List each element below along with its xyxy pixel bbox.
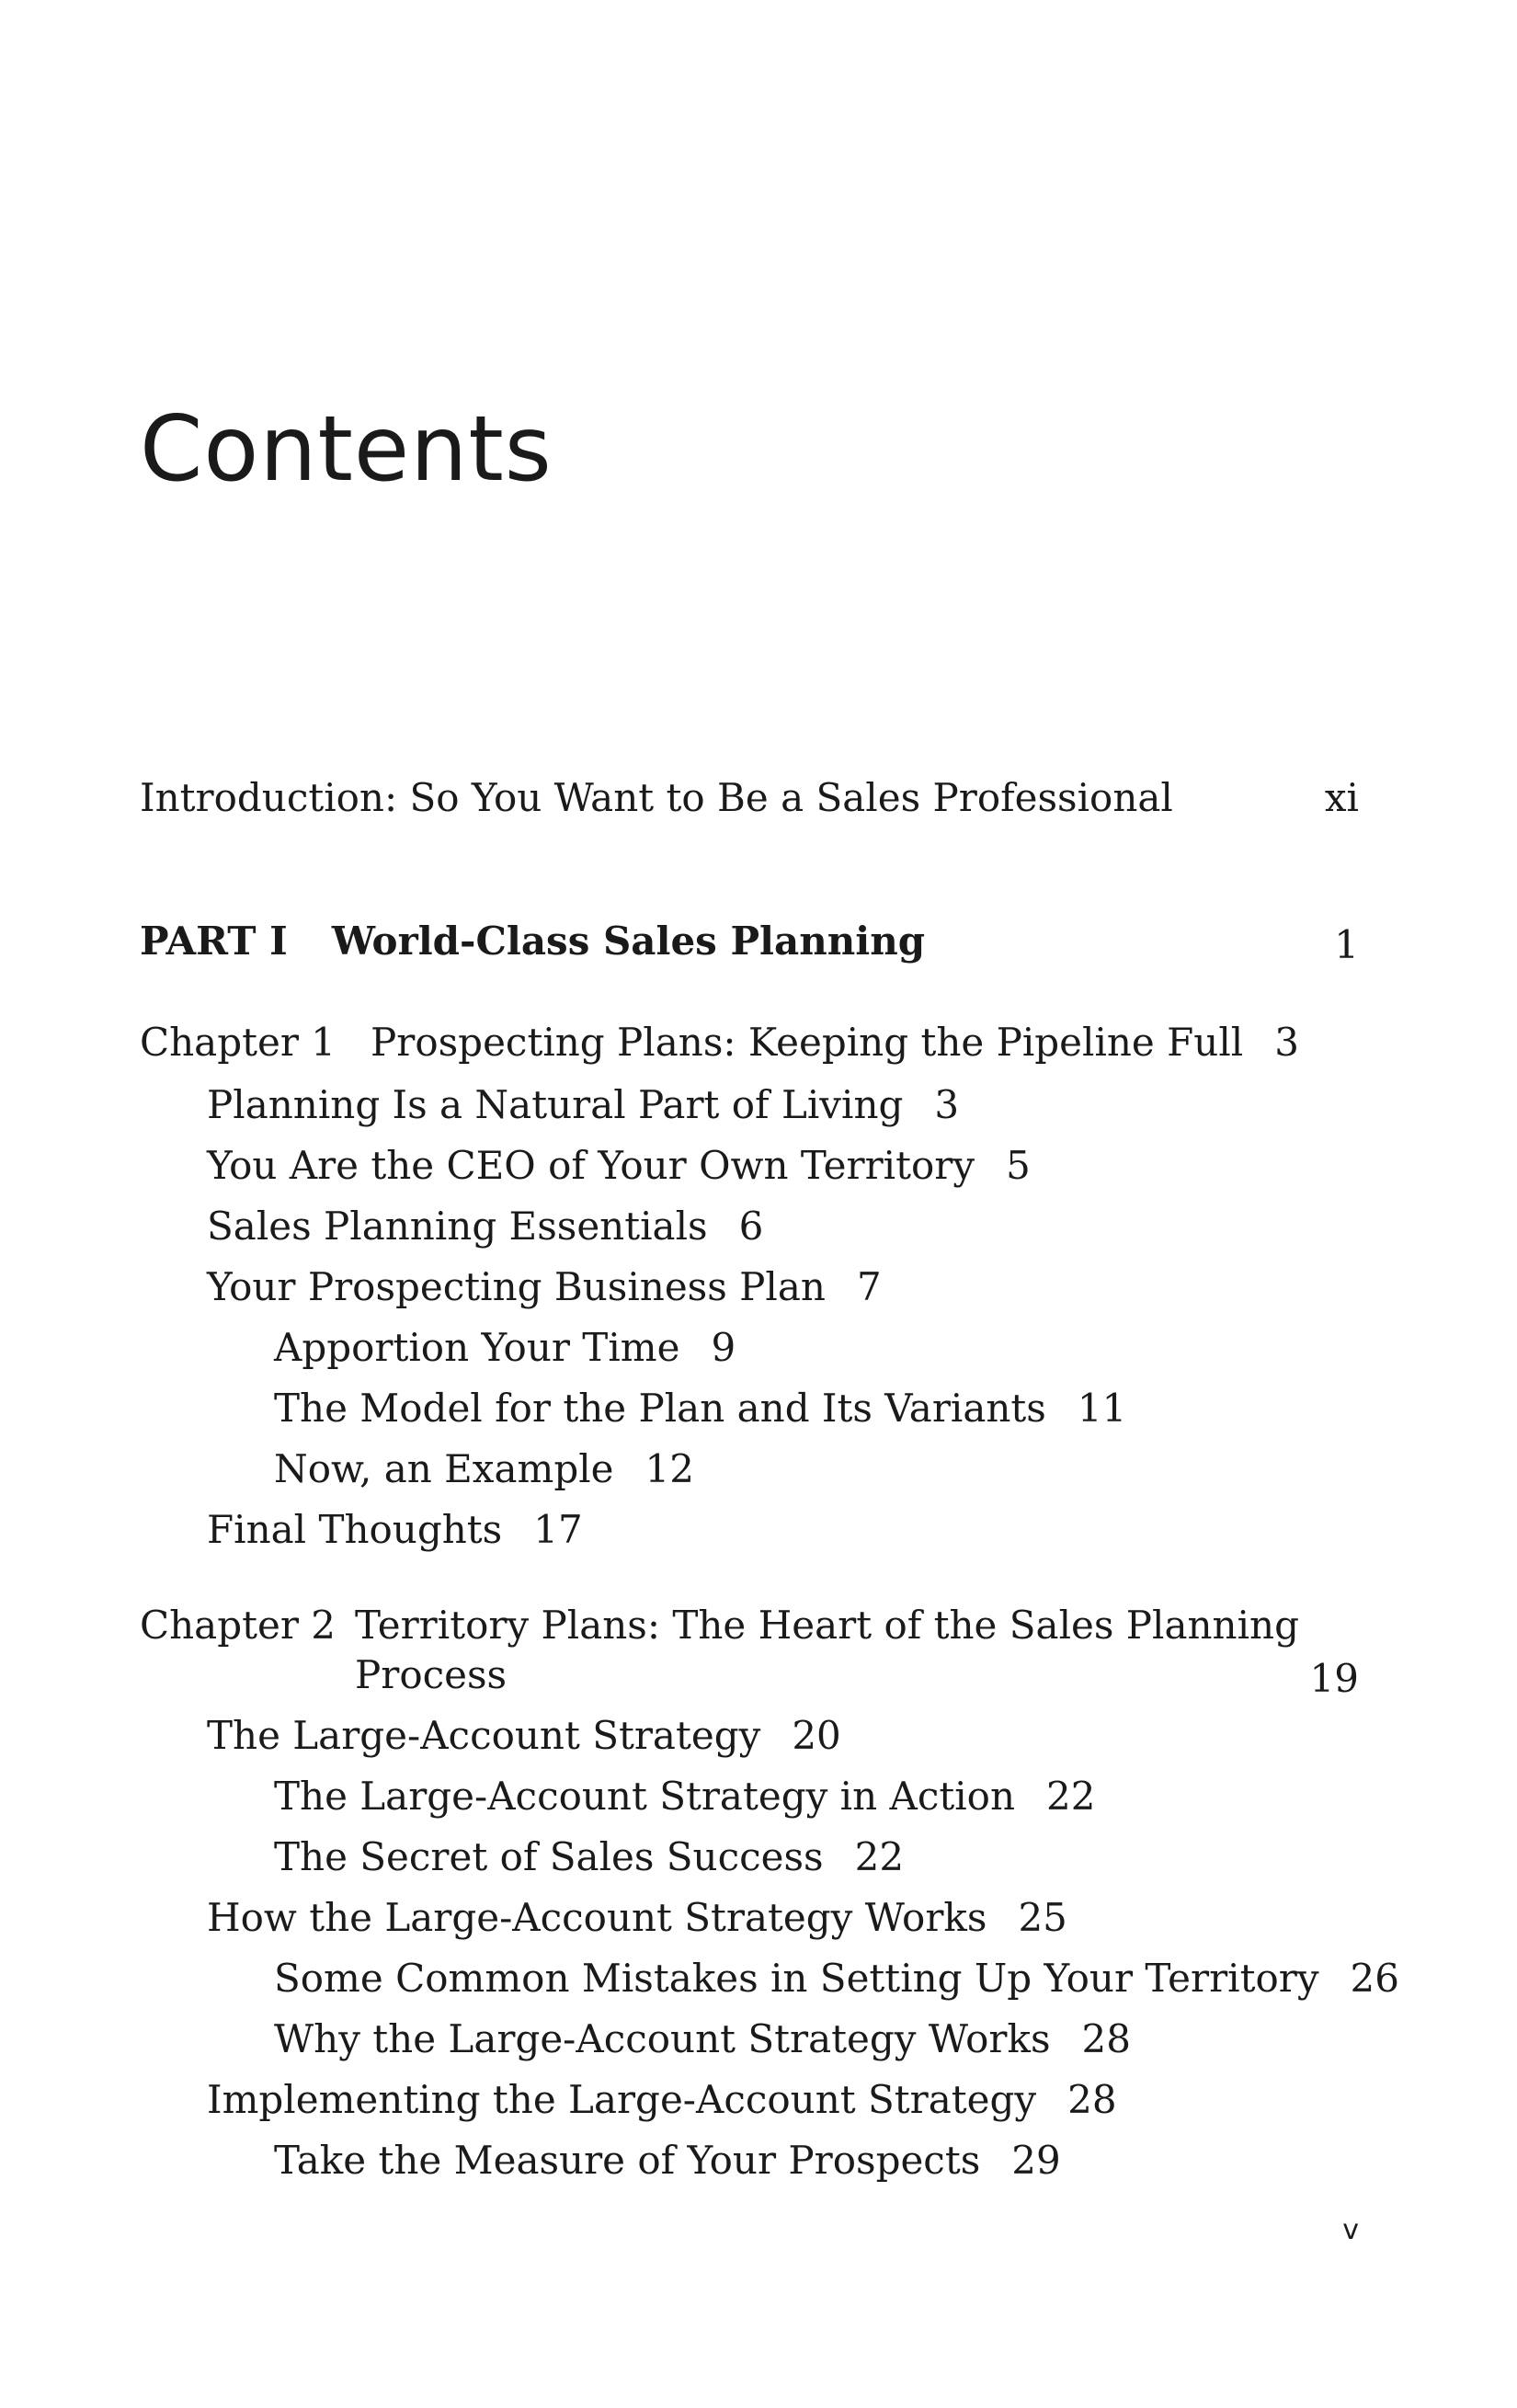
toc-introduction-label: Introduction: So You Want to Be a Sales Professional [140, 775, 1173, 820]
chapter-2-page: 19 [1309, 1656, 1359, 1701]
toc-entry-page: 25 [1018, 1895, 1067, 1940]
chapter-2-title-line2: Process [355, 1652, 508, 1697]
toc-chapter-2[interactable] [140, 1603, 336, 1648]
toc-entry-text: The Large-Account Strategy in Action [274, 1774, 1015, 1819]
toc-chapter-1[interactable] [140, 1020, 1299, 1065]
part-page: 1 [1334, 922, 1359, 967]
toc-entry[interactable] [207, 1264, 882, 1309]
toc-entry-page: 7 [856, 1264, 882, 1309]
toc-entry-text: The Secret of Sales Success [274, 1834, 824, 1879]
toc-subentry[interactable] [274, 1386, 1127, 1431]
toc-entry-text: Apportion Your Time [274, 1325, 680, 1370]
toc-entry-page: 17 [533, 1507, 583, 1552]
toc-introduction[interactable] [140, 775, 1173, 820]
chapter-1-title: Prospecting Plans: Keeping the Pipeline Full [371, 1020, 1244, 1065]
toc-entry-page: 5 [1006, 1143, 1031, 1188]
toc-entry[interactable] [207, 1507, 583, 1552]
page-title: Contents [140, 397, 553, 502]
toc-subentry[interactable] [274, 1325, 736, 1370]
toc-entry-page: 22 [1046, 1774, 1096, 1819]
toc-entry-page: 11 [1077, 1386, 1127, 1431]
chapter-2-label: Chapter 2 [140, 1603, 336, 1648]
part-title: World-Class Sales Planning [331, 919, 926, 964]
toc-entry-text: Take the Measure of Your Prospects [274, 2138, 981, 2183]
toc-entry-text: Sales Planning Essentials [207, 1204, 708, 1249]
toc-entry[interactable] [207, 1713, 841, 1758]
toc-subentry[interactable] [274, 1956, 1399, 2001]
toc-entry-page: 22 [854, 1834, 905, 1879]
toc-entry-text: Final Thoughts [207, 1507, 503, 1552]
chapter-1-label: Chapter 1 [140, 1020, 336, 1065]
toc-part-1[interactable] [140, 919, 926, 964]
toc-entry-page: 12 [644, 1446, 694, 1491]
chapter-1-page: 3 [1274, 1020, 1299, 1065]
toc-entry-text: Now, an Example [274, 1446, 614, 1491]
toc-entry-page: 29 [1011, 2138, 1061, 2183]
page-number: v [1342, 2214, 1359, 2246]
toc-subentry[interactable] [274, 1446, 694, 1491]
toc-entry[interactable] [207, 2077, 1117, 2122]
toc-subentry[interactable] [274, 1834, 905, 1879]
toc-entry-text: Why the Large-Account Strategy Works [274, 2016, 1051, 2061]
toc-subentry[interactable] [274, 2016, 1131, 2061]
part-number: PART I [140, 919, 288, 964]
toc-entry-text: You Are the CEO of Your Own Territory [207, 1143, 975, 1188]
toc-entry-page: 28 [1067, 2077, 1117, 2122]
toc-entry-page: 9 [711, 1325, 736, 1370]
toc-entry-text: Planning Is a Natural Part of Living [207, 1082, 904, 1127]
toc-entry[interactable] [207, 1143, 1031, 1188]
toc-entry-text: Implementing the Large-Account Strategy [207, 2077, 1037, 2122]
toc-entry-page: 6 [738, 1204, 764, 1249]
toc-entry-page: 20 [792, 1713, 841, 1758]
toc-entry-text: Your Prospecting Business Plan [207, 1264, 826, 1309]
toc-entry[interactable] [207, 1204, 764, 1249]
toc-entry-page: 28 [1081, 2016, 1131, 2061]
toc-subentry[interactable] [274, 2138, 1061, 2183]
toc-entry-text: Some Common Mistakes in Setting Up Your Territory [274, 1956, 1319, 2001]
toc-entry[interactable] [207, 1082, 960, 1127]
toc-entry-page: 3 [934, 1082, 960, 1127]
toc-entry-text: How the Large-Account Strategy Works [207, 1895, 987, 1940]
toc-entry[interactable] [207, 1895, 1067, 1940]
toc-entry-text: The Model for the Plan and Its Variants [274, 1386, 1046, 1431]
toc-entry-page: 26 [1350, 1956, 1399, 2001]
chapter-2-title-line1: Territory Plans: The Heart of the Sales Planning [355, 1603, 1299, 1648]
toc-subentry[interactable] [274, 1774, 1096, 1819]
toc-introduction-page: xi [1324, 775, 1359, 820]
toc-entry-text: The Large-Account Strategy [207, 1713, 761, 1758]
